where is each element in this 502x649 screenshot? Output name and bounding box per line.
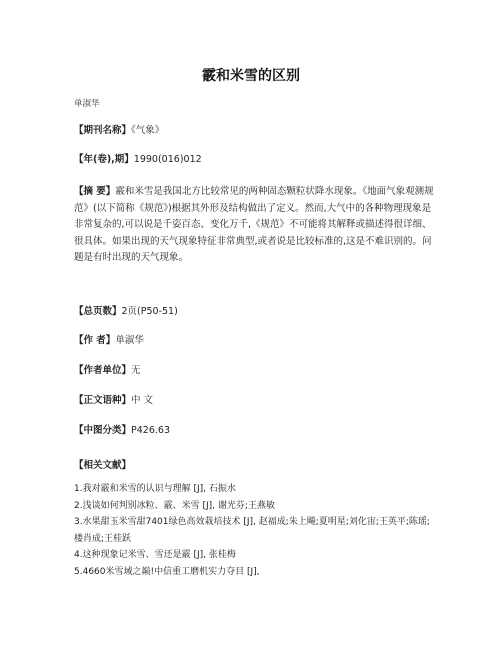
clc-label: 【中图分类】	[74, 425, 132, 436]
year-label: 【年(卷),期】	[74, 154, 134, 165]
journal-value: 《气象》	[131, 125, 165, 136]
authors-field	[74, 334, 434, 348]
abstract-label: 【摘 要】	[74, 186, 116, 197]
related-item: 2.浅谈如何判别冰粒、霰、米雪 [J], 谢光芬;王燕敏	[74, 500, 275, 511]
journal-label: 【期刊名称】	[74, 125, 132, 136]
affiliation-value: 无	[131, 365, 141, 376]
language-field	[74, 394, 434, 408]
journal-field	[74, 124, 434, 138]
affiliation-field	[74, 364, 434, 378]
pages-field	[74, 305, 434, 319]
year-field	[74, 153, 434, 167]
pages-label: 【总页数】	[74, 306, 122, 317]
related-item: 1.我对霰和米雪的认识与理解 [J], 石振水	[74, 484, 236, 494]
clc-value: P426.63	[131, 425, 170, 436]
abstract-block	[74, 184, 434, 267]
related-list	[74, 481, 434, 580]
abstract-text: 霰和米雪是我国北方比较常见的两种固态颗粒状降水现象。《地面气象观测规范》(以下简称《规范》)根据其外形及结构做出了定义。然而,大气中的各种物理现象是非常复杂的,可以说是千姿百态、变化万千,《规范》不可能将其解释或描述得很详细、很具体。如果出现的天气现象特征非常典型,或者说是比较标准的,这是不难识别的。问题是有时出现的天气现象。	[74, 186, 434, 264]
language-value: 中 文	[131, 395, 154, 406]
related-item: 4.这种现象记米雪、雪还是霰 [J], 张桂梅	[74, 550, 236, 560]
related-item: 5.4660米雪域之巅!中信重工磨机实力夺目 [J],	[74, 566, 260, 577]
pages-value: 2页(P50-51)	[121, 306, 178, 317]
related-item: 3.水果甜玉米雪甜7401绿色高效栽培技术 [J], 赵福成;朱上飚;夏明星;刘化宙;王英平;陈瑶;楼肖成;王桂跃	[74, 517, 430, 544]
document-title: 霰和米雪的区别	[202, 68, 300, 84]
language-label: 【正文语种】	[74, 395, 132, 406]
author-line: 单淑华	[74, 99, 100, 109]
affiliation-label: 【作者单位】	[74, 365, 132, 376]
clc-field	[74, 424, 434, 438]
authors-label: 【作 者】	[74, 335, 116, 346]
related-title: 【相关文献】	[74, 460, 132, 471]
authors-value: 单淑华	[115, 335, 144, 346]
year-value: 1990(016)012	[133, 154, 202, 165]
